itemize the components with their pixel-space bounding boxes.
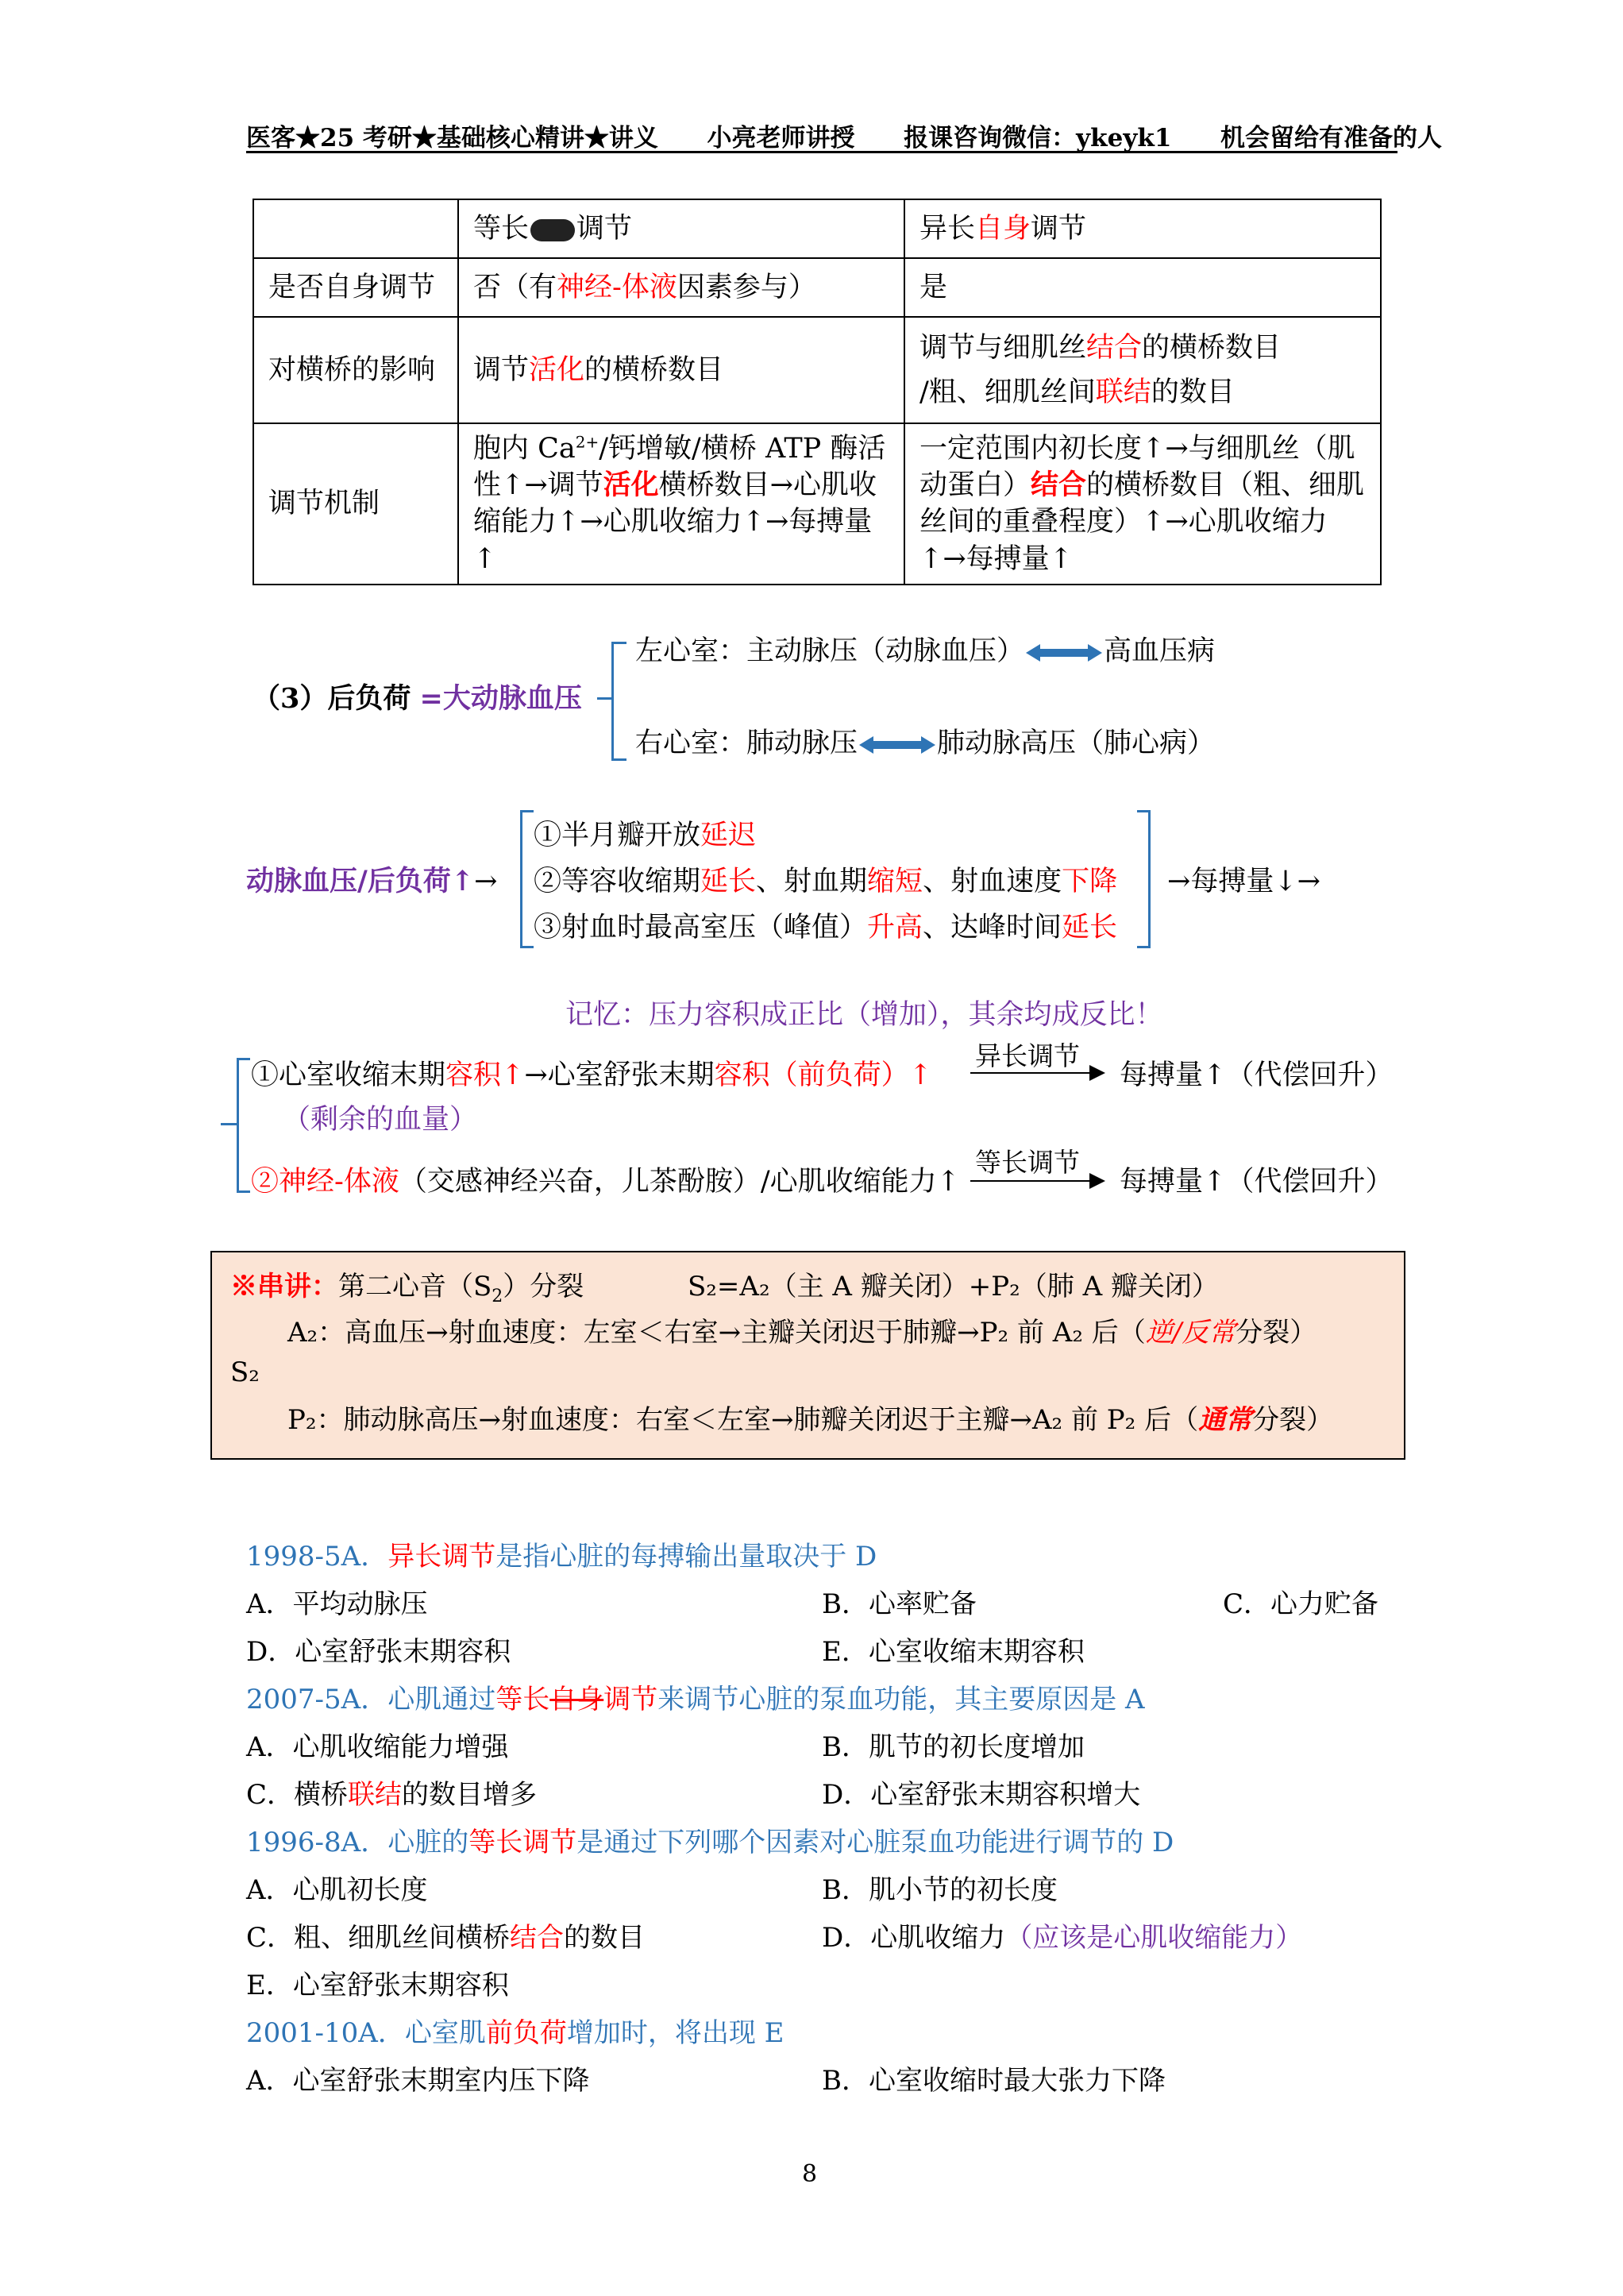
note-title-line <box>230 1264 584 1306</box>
table-row <box>253 423 1381 585</box>
question-text: 是通过下列哪个因素对心脏泵血功能进行调节的 D <box>576 1827 1174 1858</box>
table-text: 活化 <box>529 354 585 386</box>
question-text: 是指心脏的每搏输出量取决于 D <box>495 1541 877 1572</box>
table-cell <box>904 423 1381 585</box>
table-text: 调节 <box>576 213 633 245</box>
afterload-label-b: =大动脉血压 <box>419 682 582 715</box>
question-text: 增加时，将出现 E <box>566 2017 785 2049</box>
afterload-right-ventricle <box>635 721 1215 761</box>
table-cell: 调节机制 <box>253 423 458 585</box>
effects-text: ②等容收缩期 <box>534 866 701 897</box>
header-wechat: ykeyk1 <box>1076 124 1172 152</box>
note-p2-line <box>287 1398 1333 1437</box>
table-text: 的数目 <box>1151 376 1235 408</box>
afterload-label-a: （3）后负荷 <box>253 682 411 715</box>
afterload-text: 肺动脉高压（肺心病） <box>937 727 1216 759</box>
table-text: 横桥数目→心肌收缩能力↑→心肌收缩力↑→每搏量↑ <box>473 469 877 575</box>
question-text: 的数目增多 <box>402 1779 538 1811</box>
table-cell <box>458 258 904 317</box>
option-e: E．心室舒张末期容积 <box>246 1970 509 2001</box>
effects-item-1 <box>534 813 756 853</box>
table-text: 调节与细肌丝 <box>919 332 1087 364</box>
option-b: B．肌小节的初长度 <box>822 1874 1058 1906</box>
question-4 <box>246 2011 784 2050</box>
option-c: C．心力贮备 <box>1223 1588 1379 1620</box>
question-note: （应该是心肌收缩能力） <box>1005 1922 1303 1954</box>
option-d <box>822 1916 1302 1954</box>
question-text: 前负荷 <box>485 2017 567 2049</box>
note-s2-label: S₂ <box>230 1356 260 1388</box>
arrow-label-homometric: 等长调节 <box>975 1147 1080 1178</box>
table-cell: 对横桥的影响 <box>253 317 458 423</box>
compensation-result-2: 每搏量↑（代偿回升） <box>1120 1166 1394 1198</box>
page-number: 8 <box>802 2160 818 2188</box>
note-a2-line <box>287 1310 1317 1349</box>
effects-text: ①半月瓣开放 <box>534 820 701 851</box>
double-arrow-icon <box>1026 644 1102 662</box>
question-text: 2007-5A．心肌通过 <box>246 1684 496 1715</box>
table-cell <box>458 199 904 258</box>
compensation-sub: （剩余的血量） <box>283 1104 478 1136</box>
table-row <box>253 258 1381 317</box>
table-text: 的横桥数目（粗、细肌丝间的重叠程度）↑→心肌收缩力↑→每搏量↑ <box>919 469 1365 575</box>
table-text: 调节 <box>473 354 530 386</box>
table-text: 一定范围内初长度↑→与细肌丝（肌动蛋白） <box>919 433 1355 502</box>
table-cell: 是 <box>904 258 1381 317</box>
option-d: D．心室舒张末期容积 <box>246 1636 511 1668</box>
question-text: 自身 <box>549 1684 604 1715</box>
long-arrow-icon <box>970 1072 1104 1074</box>
effects-text: 、射血速度 <box>923 866 1062 897</box>
option-c <box>246 1916 645 1954</box>
effects-text: 延迟 <box>700 820 757 851</box>
compensation-bracket <box>237 1058 250 1193</box>
note-text: 逆/反常 <box>1145 1317 1236 1349</box>
question-text: 异长调节 <box>387 1541 496 1572</box>
question-text: 2001-10A．心室肌 <box>246 2017 486 2049</box>
arrow-icon: → <box>474 866 498 897</box>
header-motto: 机会留给有准备的人 <box>1220 124 1442 152</box>
effects-text: 、射血期 <box>756 866 868 897</box>
comparison-table <box>253 199 1382 585</box>
question-text: 的数目 <box>564 1922 646 1954</box>
table-text: 联结 <box>1095 376 1151 408</box>
effects-bracket-right <box>1137 810 1151 948</box>
compensation-bracket-tick <box>221 1123 237 1125</box>
effects-text: 延长 <box>700 866 757 897</box>
afterload-text: 高血压病 <box>1104 635 1216 667</box>
compensation-text: 容积（前负荷）↑ <box>714 1059 932 1091</box>
note-text: 分裂） <box>1252 1404 1334 1436</box>
option-e: E．心室收缩末期容积 <box>822 1636 1085 1668</box>
table-cell <box>904 199 1381 258</box>
table-cell: 是否自身调节 <box>253 258 458 317</box>
option-a: A．平均动脉压 <box>246 1588 428 1620</box>
table-text: 否（有 <box>473 272 557 303</box>
afterload-label <box>253 677 582 716</box>
option-d: D．心室舒张末期容积增大 <box>822 1779 1141 1811</box>
table-text: 等长 <box>473 213 530 245</box>
afterload-bracket-tick <box>597 697 613 700</box>
question-1 <box>246 1534 877 1573</box>
effects-text: 升高 <box>867 912 923 943</box>
note-star-label: ※串讲： <box>230 1271 338 1302</box>
effects-lead <box>246 859 497 899</box>
effects-text: 缩短 <box>867 866 923 897</box>
table-row <box>253 317 1381 423</box>
afterload-text: 左心室：主动脉压（动脉血压） <box>635 635 1025 667</box>
question-text: 来调节心脏的泵血功能，其主要原因是 A <box>657 1684 1145 1715</box>
compensation-item-2 <box>251 1160 960 1199</box>
arrow-label-heterometric: 异长调节 <box>975 1040 1080 1071</box>
compensation-text: →心室舒张末期 <box>524 1059 715 1091</box>
option-c <box>246 1773 537 1812</box>
question-text: 1996-8A．心脏的 <box>246 1827 469 1858</box>
note-text: 第二心音（S <box>338 1271 492 1302</box>
compensation-result-1: 每搏量↑（代偿回升） <box>1120 1059 1394 1091</box>
effects-bracket-left <box>520 810 534 948</box>
option-a: A．心室舒张末期室内压下降 <box>246 2065 590 2097</box>
compensation-text: ①心室收缩末期 <box>251 1059 446 1091</box>
question-3 <box>246 1820 1174 1859</box>
table-text: 结合 <box>1086 332 1143 364</box>
question-text: D．心肌收缩力 <box>822 1922 1006 1954</box>
afterload-text: 右心室：肺动脉压 <box>635 727 858 759</box>
header-contact-label: 报课咨询微信： <box>904 124 1077 152</box>
table-text: /钙增敏/横桥 ATP 酶活性↑→调节 <box>473 433 886 502</box>
compensation-text: （交感神经兴奋，儿茶酚胺）/心肌收缩能力↑ <box>399 1166 960 1198</box>
table-text: 胞内 Ca <box>473 433 576 465</box>
table-text: 调节 <box>1031 213 1087 245</box>
effects-item-2 <box>534 859 1117 899</box>
note-text: 分裂） <box>1236 1317 1317 1349</box>
table-text: 的横桥数目 <box>584 354 724 386</box>
table-text: 因素参与） <box>677 272 816 303</box>
question-text: C．粗、细肌丝间横桥 <box>246 1922 511 1954</box>
note-formula: S₂=A₂（主 A 瓣关闭）+P₂（肺 A 瓣关闭） <box>688 1271 1219 1302</box>
header-rule <box>246 151 1397 153</box>
note-text: P₂：肺动脉高压→射血速度：右室＜左室→肺瓣关闭迟于主瓣→A₂ 前 P₂ 后（ <box>287 1404 1199 1436</box>
question-text: 等长调节 <box>468 1827 577 1858</box>
long-arrow-icon <box>970 1180 1104 1182</box>
note-text: 通常 <box>1198 1404 1253 1436</box>
effects-text: 延长 <box>1062 912 1118 943</box>
table-text: 神经-体液 <box>557 272 677 303</box>
double-arrow-icon <box>859 736 935 754</box>
option-b: B．肌节的初长度增加 <box>822 1731 1085 1763</box>
table-text: 活化 <box>603 469 659 502</box>
memory-note: 记忆：压力容积成正比（增加），其余均成反比！ <box>565 999 1163 1031</box>
question-text: 结合 <box>510 1922 565 1954</box>
compensation-item-1 <box>251 1053 932 1093</box>
table-text: 自身 <box>975 213 1031 245</box>
compensation-text: 容积↑ <box>445 1059 525 1091</box>
effects-text: ③射血时最高室压（峰值） <box>534 912 868 943</box>
table-cell <box>458 423 904 585</box>
table-row <box>253 199 1381 258</box>
header-teacher: 小亮老师讲授 <box>707 124 855 152</box>
header-title: 医客★25 考研★基础核心精讲★讲义 <box>246 124 658 152</box>
question-text: 联结 <box>348 1779 403 1811</box>
effects-text: 、达峰时间 <box>923 912 1062 943</box>
note-text: 2 <box>492 1286 503 1306</box>
table-text: /粗、细肌丝间 <box>919 376 1096 408</box>
page-header <box>246 118 1442 153</box>
question-text: C．横桥 <box>246 1779 349 1811</box>
table-text: 异长 <box>919 213 976 245</box>
effects-item-3 <box>534 905 1117 945</box>
table-cell <box>904 317 1381 423</box>
effects-lead-text: 动脉血压/后负荷↑ <box>246 865 475 897</box>
effects-text: 下降 <box>1062 866 1118 897</box>
redaction-blot <box>530 219 575 241</box>
table-text: 2+ <box>575 432 599 452</box>
note-text: A₂：高血压→射血速度：左室＜右室→主瓣关闭迟于肺瓣→P₂ 前 A₂ 后（ <box>287 1317 1146 1349</box>
table-text: 结合 <box>1031 469 1087 502</box>
option-a: A．心肌收缩能力增强 <box>246 1731 509 1763</box>
question-text: 1998-5A． <box>246 1541 388 1572</box>
table-cell <box>458 317 904 423</box>
table-cell <box>253 199 458 258</box>
option-b: B．心率贮备 <box>822 1588 977 1620</box>
effects-tail: →每搏量↓→ <box>1167 866 1320 897</box>
option-a: A．心肌初长度 <box>246 1874 428 1906</box>
question-text: 调节 <box>603 1684 658 1715</box>
option-b: B．心室收缩时最大张力下降 <box>822 2065 1166 2097</box>
note-text: ）分裂 <box>503 1271 584 1302</box>
table-text: 的横桥数目 <box>1142 332 1282 364</box>
afterload-bracket <box>611 642 626 761</box>
question-text: 等长 <box>495 1684 550 1715</box>
afterload-left-ventricle <box>635 629 1215 669</box>
question-2 <box>246 1677 1145 1716</box>
compensation-text: ②神经-体液 <box>251 1166 399 1198</box>
